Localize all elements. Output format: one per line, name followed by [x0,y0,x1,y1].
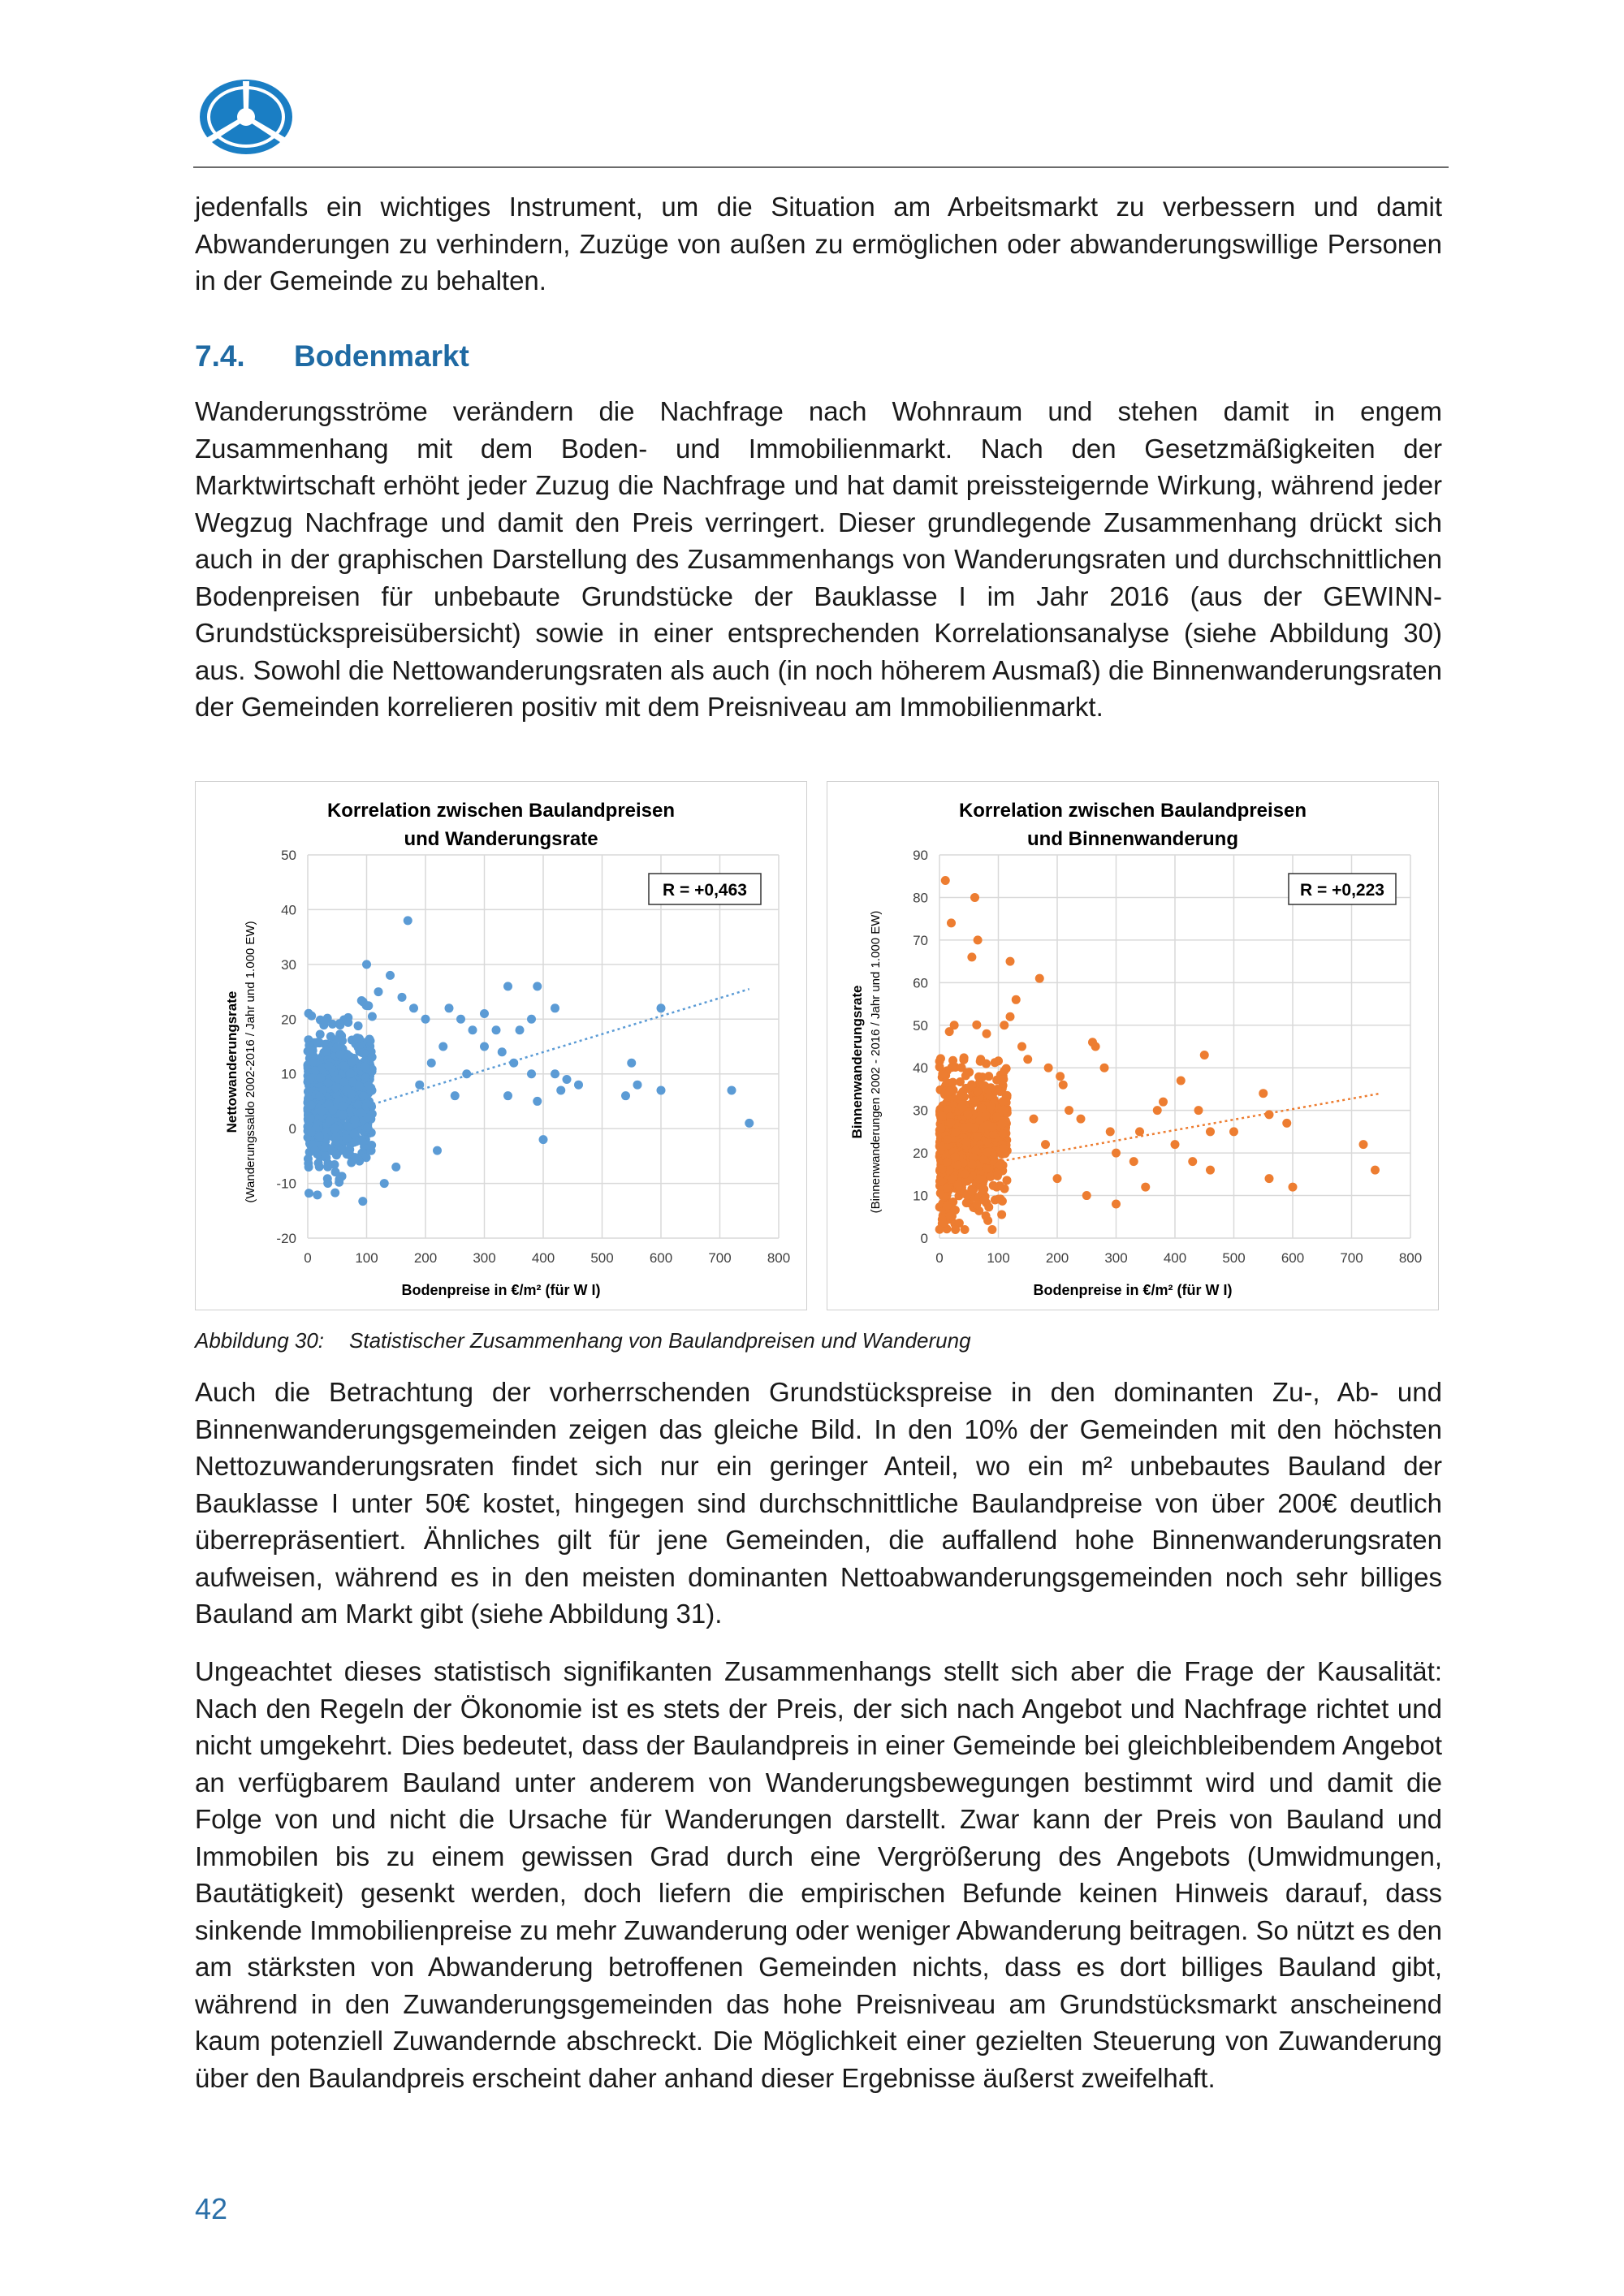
scatter-point [1056,1072,1065,1081]
scatter-point [1012,995,1021,1004]
y-tick-label: 80 [913,890,928,906]
scatter-point [936,1124,945,1133]
scatter-point [953,1161,962,1170]
scatter-point [367,1141,376,1150]
scatter-point [950,1021,959,1029]
correlation-label: R = +0,463 [663,881,747,900]
scatter-point [963,1068,972,1077]
header-rule [193,166,1449,168]
scatter-point [1188,1157,1197,1166]
scatter-point [974,935,983,944]
scatter-point [983,1120,991,1129]
scatter-point [965,1122,974,1131]
scatter-point [316,1030,325,1039]
scatter-point [310,1146,319,1154]
scatter-point [1159,1098,1168,1107]
chart-binnen-box [827,781,1439,1310]
scatter-point [657,1003,666,1012]
scatter-point [1000,1021,1009,1029]
scatter-point [315,1092,324,1101]
scatter-point [1044,1064,1053,1072]
scatter-point [360,1062,369,1071]
scatter-point [335,1021,344,1029]
paragraph-grundstueckspreise: Auch die Betrachtung der vorherrschenden Grundstückspreise in den dominanten Zu-, Ab- und Binnenwanderungsgemeinden zeigen das gleiche Bild. In den 10% der Gemeinden mit den höchsten Nettozuwanderungsraten findet sich nur ein geringer Anteil, wo ein m² unbebautes Bauland der Bauklasse I unter 50€ kostet, hingegen sind durchschnittliche Baulandpreise von über 200€ deutlich überrepräsentiert. Ähnliches gilt für jene Gemeinden, die auffallend hohe Binnenwanderungsraten aufweisen, während es in den meisten dominanten Nettoabwanderungsgemeinden noch sehr billiges Bauland am Markt gibt (siehe Abbildung 31). [195,1377,1442,1629]
scatter-point [563,1075,572,1084]
x-axis-label: Bodenpreise in €/m² (für W I) [401,1282,601,1298]
scatter-point [1112,1149,1121,1158]
scatter-point [1206,1127,1215,1136]
scatter-point [1000,1105,1009,1114]
scatter-point [421,1015,430,1024]
scatter-point [1006,957,1015,966]
scatter-point [314,1159,323,1167]
x-tick-label: 800 [1398,1250,1423,1266]
scatter-point [527,1015,536,1024]
scatter-point [551,1069,559,1078]
scatter-point [320,1016,329,1025]
scatter-point [316,1073,325,1082]
scatter-point [935,1063,944,1072]
scatter-point [967,952,976,961]
scatter-point [480,1009,489,1018]
scatter-point [349,1129,358,1138]
scatter-point [943,1135,952,1144]
scatter-point [1129,1157,1138,1166]
scatter-point [1153,1106,1162,1115]
caption-label: Abbildung 30: [195,1328,325,1353]
scatter-point [947,918,956,927]
x-tick-label: 600 [1281,1250,1305,1266]
scatter-point [968,1160,977,1169]
scatter-point [355,1082,364,1091]
scatter-point [339,1111,348,1120]
chart-points [304,916,754,1206]
scatter-point [1006,1012,1015,1021]
scatter-point [365,1034,374,1043]
scatter-point [1035,974,1044,983]
scatter-point [307,1128,316,1137]
chart-netto-box [195,781,807,1310]
scatter-point [1265,1174,1274,1183]
scatter-point [380,1179,389,1188]
scatter-point [1000,1067,1009,1076]
x-axis-label: Bodenpreise in €/m² (für W I) [1033,1282,1233,1298]
scatter-point [323,1162,332,1171]
scatter-point [1371,1166,1380,1175]
scatter-point [951,1225,960,1234]
scatter-point [323,1174,332,1183]
scatter-point [347,1158,356,1167]
scatter-point [943,1158,952,1167]
logo-icon [198,78,294,156]
scatter-point [987,1225,996,1234]
scatter-point [307,1012,316,1021]
scatter-point [347,1090,356,1098]
scatter-point [527,1069,536,1078]
scatter-point [427,1059,436,1068]
scatter-point [959,1055,968,1064]
paragraph-bodenmarkt: Wanderungsströme verändern die Nachfrage nach Wohnraum und stehen damit in engem Zusammenhang mit dem Boden- und Immobilienmarkt. Nach den Gesetzmäßigkeiten der Marktwirtschaft erhöht jeder Zuzug die Nachfrage und hat damit preissteigernde Wirkung, während jeder Wegzug Nachfrage und damit den Preis verringert. Dieser grundlegende Zusammenhang drückt sich auch in der graphischen Darstellung des Zusammenhangs von Wanderungsraten und durchschnittlichen Bodenpreisen für unbebaute Grundstücke der Bauklasse I im Jahr 2016 (aus der GEWINN-Grundstückspreisübersicht) sowie in einer entsprechenden Korrelationsanalyse (siehe Abbildung 30) aus. Sowohl die Nettowanderungsraten als auch (in noch höherem Ausmaß) die Binnenwanderungsraten der Gemeinden korrelieren positiv mit dem Preisniveau am Immobilienmarkt. [195,396,1442,722]
y-tick-label: 10 [913,1188,928,1204]
scatter-point [1206,1166,1215,1175]
paragraph-kausalitaet: Ungeachtet dieses statistisch signifikanten Zusammenhangs stellt sich aber die Frage der Kausalität: Nach den Regeln der Ökonomie ist es stets der Preis, der sich nach Angebot und Nachfrage richtet und nicht umgekehrt. Dies bedeutet, dass der Baulandpreis in einer Gemeinde bei gleichbleibendem Angebot an verfügbarem Bauland unter anderem von Wanderungsbewegungen bestimmt wird und damit die Folge von und nicht die Ursache für Wanderungen darstellt. Zwar kann der Preis von Bauland und Immobilen bis zu einem gewissen Grad durch eine Vergrößerung des Angebots (Umwidmungen, Bautätigkeit) gesenkt werden, doch liefern die empirischen Befunde keinen Hinweis darauf, dass sinkende Immobilienpreise zu mehr Zuwanderung oder weniger Abwanderung beitragen. So nützt es den am stärksten von Abwanderung betroffenen Gemeinden nichts, dass es dort billiges Bauland gibt, während in den Zuwanderungsgemeinden das hohe Preisniveau am Grundstücksmarkt anscheinend kaum potenziell Zuwandernde abschreckt. Die Möglichkeit einer gezielten Steuerung von Zuwanderung über den Baulandpreis erscheint daher anhand dieser Ergebnisse äußerst zweifelhaft. [195,1656,1442,2093]
scatter-point [438,1042,447,1051]
scatter-point [304,1189,313,1198]
scatter-point [358,1197,367,1206]
scatter-point [1059,1081,1068,1090]
scatter-point [657,1085,666,1094]
scatter-point [1041,1140,1050,1149]
paragraph-intro: jedenfalls ein wichtiges Instrument, um die Situation am Arbeitsmarkt zu verbessern und damit Abwanderungen zu verhindern, Zuzüge von außen zu ermöglichen oder abwanderungswillige Personen in der Gemeinde zu behalten. [195,192,1442,296]
scatter-point [938,1215,947,1224]
y-tick-label: 20 [281,1012,296,1028]
scatter-point [1135,1127,1144,1136]
x-tick-label: 100 [355,1250,378,1266]
y-axis-label: Nettowanderungsrate [224,990,240,1133]
scatter-point [339,1102,348,1111]
scatter-point [321,1143,330,1152]
scatter-point [979,1185,988,1193]
scatter-point [951,1153,960,1162]
scatter-point [983,1029,991,1038]
y-tick-label: 50 [913,1017,928,1034]
correlation-label: R = +0,223 [1300,881,1384,900]
y-tick-label: 40 [913,1060,928,1077]
scatter-point [957,1092,965,1101]
scatter-point [974,1072,983,1081]
scatter-point [345,1145,354,1154]
scatter-point [983,1148,992,1157]
y-axis-sublabel: (Binnenwanderungen 2002 - 2016 / Jahr und 1.000 EW) [869,910,883,1214]
scatter-point [946,1118,955,1127]
x-tick-label: 700 [1340,1250,1363,1266]
scatter-point [398,993,407,1002]
chart-title-line1: Korrelation zwischen Baulandpreisen [958,800,1307,822]
scatter-point [621,1091,630,1100]
y-tick-label: 10 [281,1066,296,1082]
y-tick-label: 70 [913,932,928,948]
y-tick-label: 30 [281,956,296,973]
x-tick-label: 500 [590,1250,614,1266]
scatter-point [342,1134,351,1143]
scatter-point [356,1108,365,1117]
scatter-point [997,1210,1006,1219]
scatter-point [503,1091,512,1100]
scatter-point [948,1212,957,1221]
scatter-point [1091,1042,1100,1051]
scatter-point [996,1161,1004,1170]
scatter-point [973,1132,982,1141]
scatter-point [1017,1042,1026,1051]
scatter-point [365,1081,374,1090]
scatter-point [313,1038,322,1047]
scatter-point [1359,1140,1368,1149]
scatter-point [1112,1200,1121,1209]
section-number: 7.4. [195,339,245,373]
scatter-point [343,1122,352,1131]
scatter-point [1065,1106,1073,1115]
x-tick-label: 700 [708,1250,732,1266]
scatter-point [509,1059,518,1068]
scatter-point [984,1072,993,1081]
scatter-point [355,1034,364,1043]
scatter-point [970,893,979,902]
y-axis-sublabel: (Wanderungssaldo 2002-2016 / Jahr und 1.000 EW) [244,921,257,1203]
chart-gridlines [308,855,779,1238]
scatter-point [992,1076,1001,1085]
scatter-point [305,1114,314,1123]
page-number: 42 [195,2192,228,2225]
scatter-point [976,1055,985,1064]
chart-title-line2: und Wanderungsrate [404,828,598,850]
scatter-point [1030,1115,1039,1124]
scatter-point [1100,1064,1109,1072]
scatter-point [317,1107,326,1116]
chart-title-line1: Korrelation zwischen Baulandpreisen [326,800,676,822]
scatter-point [982,1164,991,1173]
x-tick-label: 500 [1222,1250,1246,1266]
x-tick-label: 0 [935,1250,944,1266]
caption-text: Statistischer Zusammenhang von Baulandpreisen und Wanderung [349,1328,971,1353]
scatter-point [354,1021,363,1030]
scatter-point [957,1102,966,1111]
scatter-point [374,987,383,996]
section-title: Bodenmarkt [294,339,469,373]
scatter-point [1077,1115,1086,1124]
scatter-point [335,1050,344,1059]
scatter-point [451,1091,460,1100]
x-tick-label: 400 [531,1250,555,1266]
x-tick-label: 300 [1104,1250,1128,1266]
y-tick-label: -20 [276,1231,296,1246]
scatter-point [1141,1183,1150,1192]
scatter-point [368,1053,377,1062]
scatter-point [456,1015,465,1024]
scatter-point [539,1135,548,1144]
scatter-point [982,1111,991,1120]
scatter-point [325,1117,334,1126]
scatter-point [979,1196,988,1205]
scatter-point [992,1112,1001,1121]
y-tick-label: 90 [913,848,928,863]
scatter-point [1289,1183,1298,1192]
scatter-point [1171,1140,1180,1149]
scatter-point [996,1194,1005,1203]
scatter-point [951,1128,960,1137]
scatter-point [332,1132,341,1141]
scatter-point [942,1202,951,1211]
scatter-point [309,1057,317,1066]
y-tick-label: 40 [281,902,296,918]
scatter-point [1259,1089,1268,1098]
scatter-point [943,1184,952,1193]
y-tick-label: -10 [276,1176,296,1192]
scatter-point [972,1021,981,1029]
scatter-point [348,1057,356,1066]
scatter-point [991,1058,1000,1067]
y-tick-label: 30 [913,1103,928,1119]
scatter-point [627,1059,636,1068]
scatter-point [330,1189,339,1198]
scatter-point [462,1069,471,1078]
scatter-point [961,1225,970,1234]
y-tick-label: 50 [281,848,296,863]
scatter-point [945,1087,954,1096]
scatter-point [963,1110,972,1119]
scatter-point [492,1025,501,1034]
scatter-point [1106,1127,1115,1136]
scatter-point [480,1042,489,1051]
scatter-point [404,916,412,925]
chart-points [935,876,1380,1234]
scatter-point [307,1101,316,1110]
section-heading [195,339,469,373]
scatter-point [339,1061,348,1070]
scatter-point [445,1003,454,1012]
scatter-point [368,1012,377,1021]
scatter-point [363,1123,372,1132]
scatter-point [999,1144,1008,1153]
x-tick-label: 200 [413,1250,438,1266]
scatter-point [993,1170,1002,1179]
scatter-point [973,1087,982,1096]
scatter-point [362,1001,371,1010]
scatter-point [962,1137,971,1146]
scatter-point [1177,1076,1186,1085]
scatter-point [343,1018,352,1027]
scatter-point [935,1177,944,1186]
scatter-point [324,1078,333,1087]
figure-caption [195,1328,971,1353]
scatter-point [1053,1174,1062,1183]
scatter-point [315,1132,324,1141]
scatter-point [335,1178,343,1187]
chart-title-line2: und Binnenwanderung [1027,828,1238,850]
scatter-point [322,1047,331,1056]
scatter-point [469,1025,477,1034]
chart-netto-scatter [196,782,806,1310]
scatter-point [989,1181,998,1190]
x-tick-label: 200 [1045,1250,1069,1266]
scatter-point [305,1047,314,1056]
scatter-point [1265,1110,1274,1119]
scatter-point [574,1081,583,1090]
scatter-point [498,1047,507,1056]
scatter-point [1082,1191,1091,1200]
scatter-point [967,1080,976,1089]
scatter-point [556,1085,565,1094]
scatter-point [350,1116,359,1124]
scatter-point [330,1124,339,1133]
scatter-point [533,1097,542,1106]
scatter-point [953,1180,962,1189]
scatter-point [386,971,395,980]
scatter-point [1229,1127,1238,1136]
scatter-point [1002,1176,1011,1185]
y-tick-label: 60 [913,975,928,991]
x-tick-label: 100 [987,1250,1010,1266]
scatter-point [324,1061,333,1070]
x-tick-label: 300 [473,1250,496,1266]
scatter-point [551,1003,559,1012]
scatter-point [1023,1055,1032,1064]
scatter-point [948,1078,957,1087]
scatter-point [409,1003,418,1012]
scatter-point [1200,1051,1209,1060]
scatter-point [305,1075,314,1084]
x-tick-label: 800 [767,1250,791,1266]
x-tick-label: 0 [304,1250,312,1266]
scatter-point [967,1186,976,1195]
scatter-point [503,982,512,990]
scatter-point [516,1025,525,1034]
scatter-point [1194,1106,1203,1115]
scatter-point [999,1129,1008,1138]
scatter-point [999,1097,1008,1106]
scatter-point [961,1170,970,1179]
scatter-point [982,1211,991,1220]
scatter-point [1282,1119,1291,1128]
scatter-point [346,1069,355,1078]
scatter-point [362,960,371,969]
y-tick-label: 0 [920,1231,928,1246]
scatter-point [326,1032,335,1041]
scatter-point [633,1081,642,1090]
x-tick-label: 400 [1163,1250,1187,1266]
scatter-point [745,1119,754,1128]
scatter-point [987,1103,996,1111]
scatter-point [328,1106,337,1115]
scatter-point [533,982,542,990]
scatter-point [997,1120,1006,1129]
x-tick-label: 600 [649,1250,673,1266]
y-axis-label: Binnenwanderungsrate [849,985,865,1139]
scatter-point [728,1085,736,1094]
scatter-point [941,876,950,885]
y-tick-label: 20 [913,1146,928,1162]
scatter-point [433,1146,442,1155]
scatter-point [391,1163,400,1172]
scatter-point [415,1081,424,1090]
y-tick-label: 0 [288,1121,296,1137]
chart-binnen-scatter [827,782,1438,1310]
scatter-point [313,1190,322,1199]
scatter-point [980,1081,989,1090]
scatter-point [304,1163,313,1172]
scatter-point [320,1150,329,1159]
